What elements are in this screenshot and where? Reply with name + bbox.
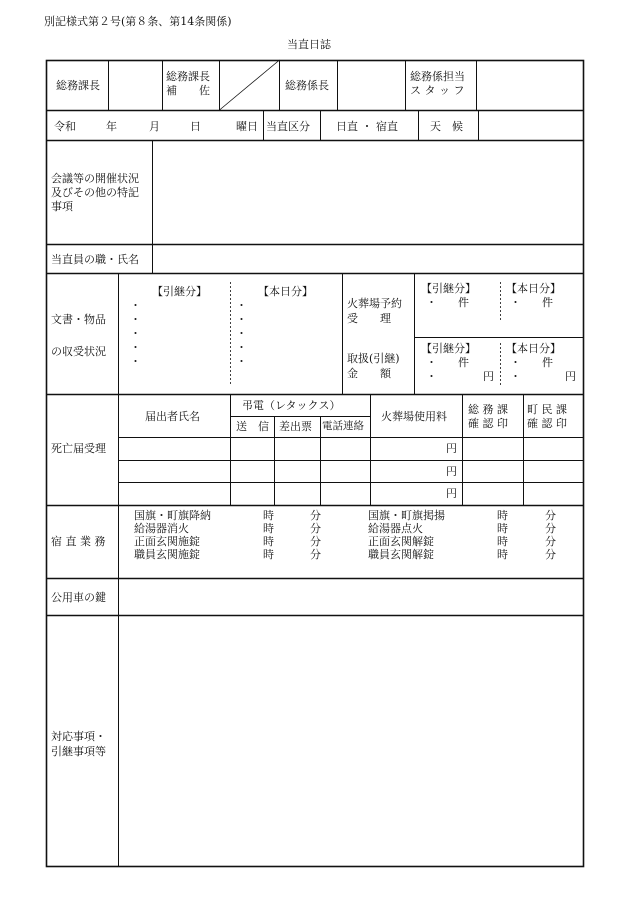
bullet: ・ xyxy=(130,341,141,354)
bullet: ・ xyxy=(236,327,247,340)
cremation-fee-header: 火葬場使用料 xyxy=(381,410,447,423)
yen-unit: 円 xyxy=(483,370,494,383)
minute-unit: 分 xyxy=(310,548,321,561)
month-label: 月 xyxy=(149,120,160,133)
meetings-label-line2: 及びその他の特記 xyxy=(51,186,139,199)
era-label: 令和 xyxy=(54,120,76,133)
minute-unit: 分 xyxy=(310,535,321,548)
weather-label: 天 候 xyxy=(430,120,463,133)
yen-unit: 円 xyxy=(446,465,457,478)
hour-unit: 時 xyxy=(497,509,508,522)
cremation-carryover-header: 【引継分】 xyxy=(421,282,476,295)
night-duty-item: 正面玄関施錠 xyxy=(134,535,200,548)
year-label: 年 xyxy=(106,120,117,133)
kacho-hosa-label-line1: 総務課長 xyxy=(166,70,210,83)
diagonal-slash xyxy=(220,60,280,110)
minute-unit: 分 xyxy=(545,509,556,522)
yen-unit: 円 xyxy=(565,370,576,383)
minute-unit: 分 xyxy=(545,548,556,561)
bullet: ・ xyxy=(130,313,141,326)
cremation-booking-label-line2: 受 理 xyxy=(347,312,391,325)
meetings-label-line1: 会議等の開催状況 xyxy=(51,172,139,185)
kacho-hosa-label-line2: 補 佐 xyxy=(166,84,210,97)
bullet: ・ xyxy=(236,313,247,326)
count-unit: 件 xyxy=(458,356,469,369)
cremation-booking-label-line1: 火葬場予約 xyxy=(347,297,402,310)
count-unit: 件 xyxy=(458,296,469,309)
night-duty-label: 宿 直 業 務 xyxy=(51,535,106,548)
hour-unit: 時 xyxy=(497,522,508,535)
documents-today-header: 【本日分】 xyxy=(258,285,313,298)
bullet: ・ xyxy=(130,327,141,340)
hour-unit: 時 xyxy=(497,548,508,561)
bullet: ・ xyxy=(426,370,437,383)
cremation-today-header: 【本日分】 xyxy=(506,282,561,295)
hour-unit: 時 xyxy=(497,535,508,548)
bullet: ・ xyxy=(426,356,437,369)
night-duty-item: 給湯器点火 xyxy=(368,522,423,535)
yen-unit: 円 xyxy=(446,487,457,500)
telegram-header: 弔電（レタックス） xyxy=(242,399,341,412)
bullet: ・ xyxy=(510,296,521,309)
night-duty-item: 正面玄関解錠 xyxy=(368,535,434,548)
bullet: ・ xyxy=(236,299,247,312)
minute-unit: 分 xyxy=(545,522,556,535)
hour-unit: 時 xyxy=(263,509,274,522)
duty-type-value: 日直 ・ 宿直 xyxy=(336,120,398,133)
documents-label-line1: 文書・物品 xyxy=(51,313,106,326)
bullet: ・ xyxy=(426,296,437,309)
bullet: ・ xyxy=(510,370,521,383)
chomin-check-header-line1: 町 民 課 xyxy=(527,403,567,416)
soumu-check-header-line2: 確 認 印 xyxy=(468,417,508,430)
bullet: ・ xyxy=(236,355,247,368)
send-header: 送 信 xyxy=(236,420,269,433)
soumu-check-header-line1: 総 務 課 xyxy=(468,403,508,416)
day-label: 日 xyxy=(190,120,201,133)
page-title: 当直日誌 xyxy=(287,38,331,51)
bullet: ・ xyxy=(510,356,521,369)
death-registration-label: 死亡届受理 xyxy=(51,442,106,455)
bullet: ・ xyxy=(236,341,247,354)
duty-type-label: 当直区分 xyxy=(266,120,310,133)
documents-carryover-header: 【引継分】 xyxy=(152,285,207,298)
staff-label-line2: ス タ ッ フ xyxy=(410,84,465,97)
hour-unit: 時 xyxy=(263,548,274,561)
handling-carryover-header: 【引継分】 xyxy=(421,342,476,355)
count-unit: 件 xyxy=(542,356,553,369)
filer-name-header: 届出者氏名 xyxy=(145,410,200,423)
handling-amount-label-line1: 取扱(引継) xyxy=(347,352,400,365)
bullet: ・ xyxy=(130,355,141,368)
night-duty-item: 給湯器消火 xyxy=(134,522,189,535)
handover-label-line1: 対応事項・ xyxy=(51,730,106,743)
soumu-kakaricho-label: 総務係長 xyxy=(285,79,329,92)
yen-unit: 円 xyxy=(446,442,457,455)
phone-contact-header: 電話連絡 xyxy=(322,420,364,432)
hour-unit: 時 xyxy=(263,522,274,535)
application-form-header: 差出票 xyxy=(279,420,312,433)
handover-label-line2: 引継事項等 xyxy=(51,745,106,758)
night-duty-item: 職員玄関解錠 xyxy=(368,548,434,561)
minute-unit: 分 xyxy=(545,535,556,548)
staff-name-label: 当直員の職・氏名 xyxy=(51,253,139,266)
meetings-label-line3: 事項 xyxy=(51,200,73,213)
weekday-label: 曜日 xyxy=(236,120,258,133)
hour-unit: 時 xyxy=(263,535,274,548)
night-duty-item: 職員玄関施錠 xyxy=(134,548,200,561)
chomin-check-header-line2: 確 認 印 xyxy=(527,417,567,430)
handling-amount-label-line2: 金 額 xyxy=(347,367,391,380)
minute-unit: 分 xyxy=(310,522,321,535)
night-duty-item: 国旗・町旗降納 xyxy=(134,509,211,522)
staff-label-line1: 総務係担当 xyxy=(410,70,465,83)
form-number: 別記様式第２号(第８条、第14条関係) xyxy=(44,15,232,28)
bullet: ・ xyxy=(130,299,141,312)
minute-unit: 分 xyxy=(310,509,321,522)
car-key-label: 公用車の鍵 xyxy=(51,591,106,604)
soumu-kacho-label: 総務課長 xyxy=(56,79,100,92)
handling-today-header: 【本日分】 xyxy=(506,342,561,355)
documents-label-line2: の収受状況 xyxy=(51,345,106,358)
night-duty-item: 国旗・町旗掲揚 xyxy=(368,509,445,522)
count-unit: 件 xyxy=(542,296,553,309)
